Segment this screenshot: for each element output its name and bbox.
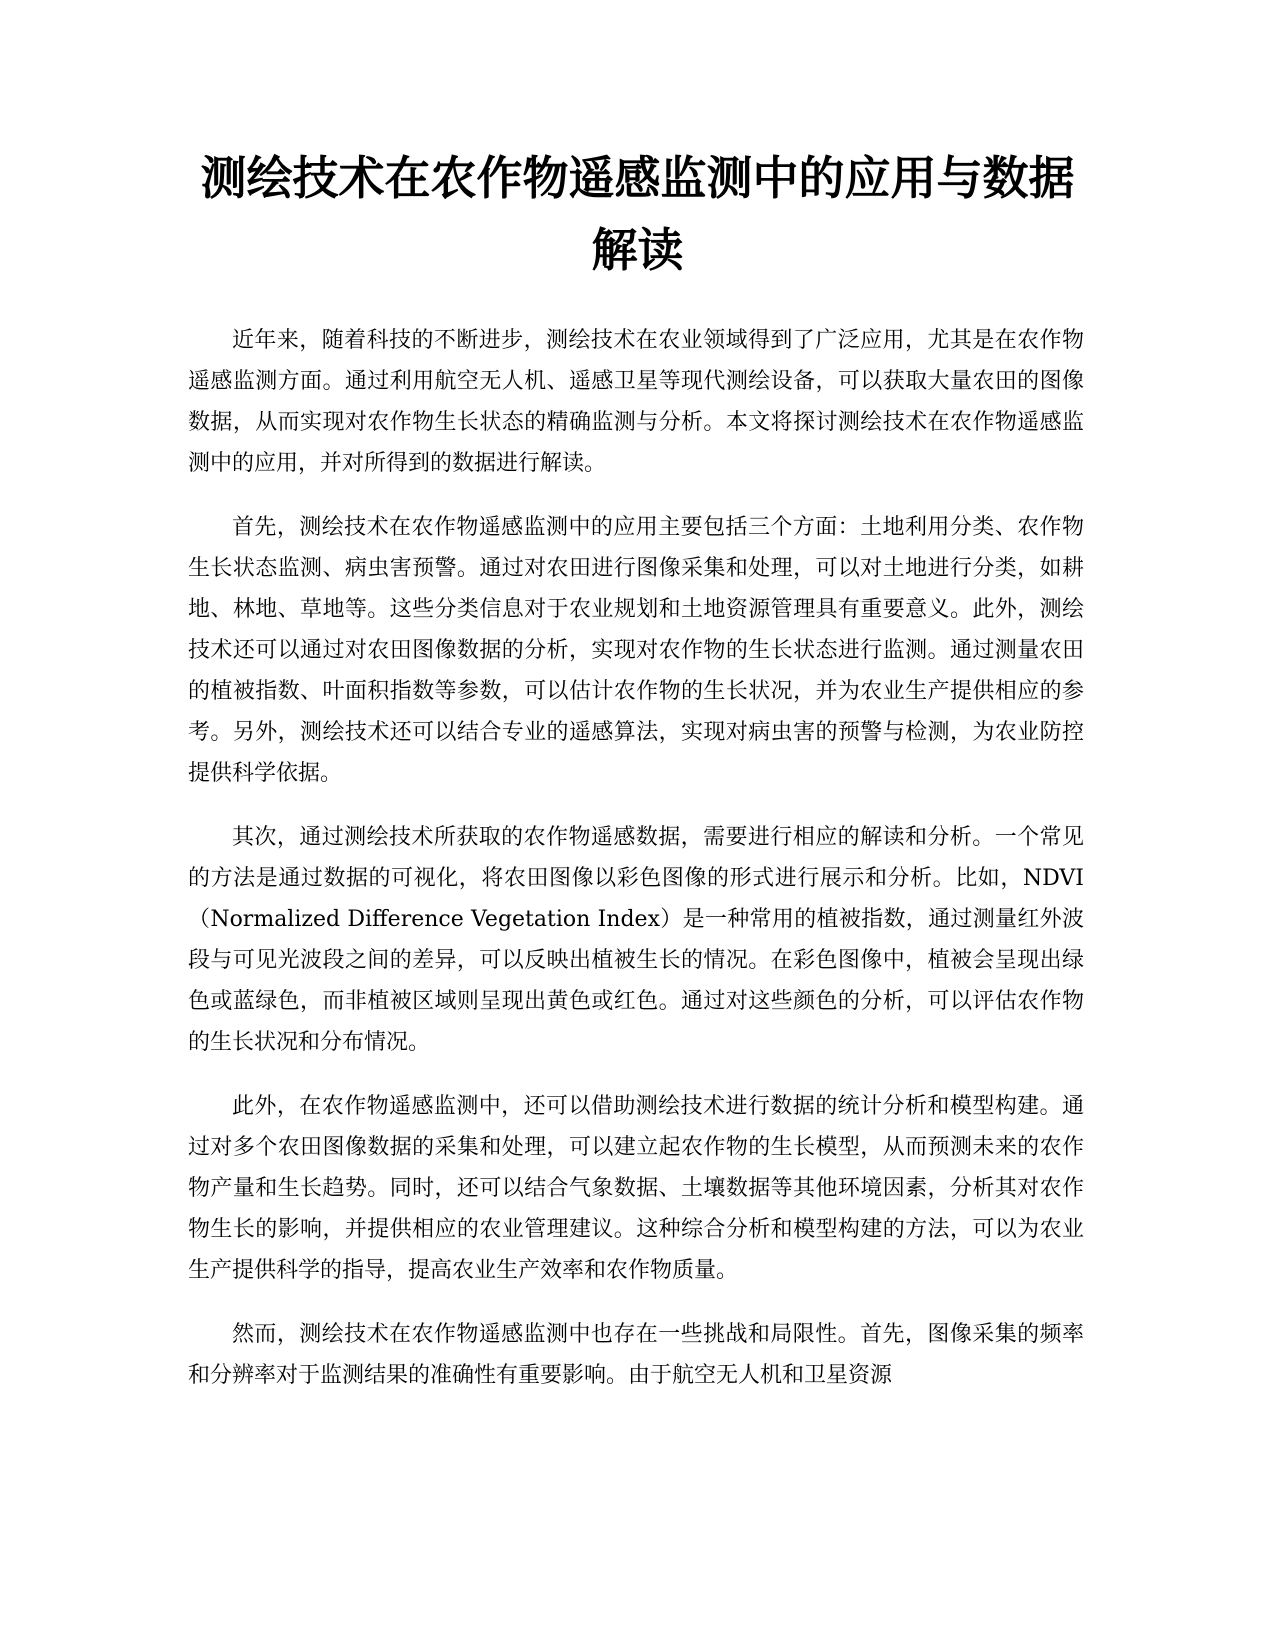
paragraph-statistical-modeling: 此外，在农作物遥感监测中，还可以借助测绘技术进行数据的统计分析和模型构建。通过对多个农田图像数据的采集和处理，可以建立起农作物的生长模型，从而预测未来的农作物产量和生长趋势。同时，还可以结合气象数据、土壤数据等其他环境因素，分析其对农作物生长的影响，并提供相应的农业管理建议。这种综合分析和模型构建的方法，可以为农业生产提供科学的指导，提高农业生产效率和农作物质量。 [188,1094,1084,1283]
document-title: 测绘技术在农作物遥感监测中的应用与数据解读 [200,151,1075,277]
paragraph-data-interpretation: 其次，通过测绘技术所获取的农作物遥感数据，需要进行相应的解读和分析。一个常见的方法是通过数据的可视化，将农田图像以彩色图像的形式进行展示和分析。比如，NDVI（Normalized Difference Vegetation Index）是一种常用的植被指数，通过测量红外波段与可见光波段之间的差异，可以反映出植被生长的情况。在彩色图像中，植被会呈现出绿色或蓝绿色，而非植被区域则呈现出黄色或红色。通过对这些颜色的分析，可以评估农作物的生长状况和分布情况。 [188,825,1084,1055]
paragraph-challenges: 然而，测绘技术在农作物遥感监测中也存在一些挑战和局限性。首先，图像采集的频率和分辨率对于监测结果的准确性有重要影响。由于航空无人机和卫星资源 [188,1322,1084,1388]
document-body [188,320,1084,1419]
paragraph-intro: 近年来，随着科技的不断进步，测绘技术在农业领域得到了广泛应用，尤其是在农作物遥感监测方面。通过利用航空无人机、遥感卫星等现代测绘设备，可以获取大量农田的图像数据，从而实现对农作物生长状态的精确监测与分析。本文将探讨测绘技术在农作物遥感监测中的应用，并对所得到的数据进行解读。 [188,328,1084,476]
paragraph-applications: 首先，测绘技术在农作物遥感监测中的应用主要包括三个方面：土地利用分类、农作物生长状态监测、病虫害预警。通过对农田进行图像采集和处理，可以对土地进行分类，如耕地、林地、草地等。这些分类信息对于农业规划和土地资源管理具有重要意义。此外，测绘技术还可以通过对农田图像数据的分析，实现对农作物的生长状态进行监测。通过测量农田的植被指数、叶面积指数等参数，可以估计农作物的生长状况，并为农业生产提供相应的参考。另外，测绘技术还可以结合专业的遥感算法，实现对病虫害的预警与检测，为农业防控提供科学依据。 [188,515,1084,786]
